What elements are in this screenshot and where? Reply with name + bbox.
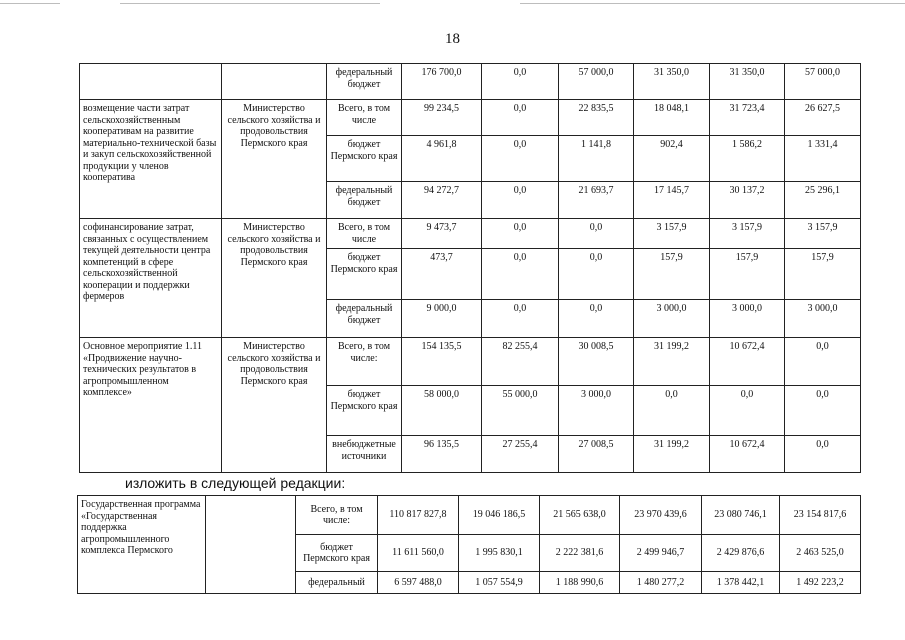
amount-cell: 3 157,9 <box>710 219 785 249</box>
amount-cell: 0,0 <box>482 182 559 219</box>
funding-source: Всего, в том числе <box>327 219 402 249</box>
activity-description: Государственная программа «Государственная поддержка агропромышленного комплекса Пермского <box>78 496 206 594</box>
table-row <box>80 338 861 386</box>
amount-cell: 31 350,0 <box>634 64 710 100</box>
amount-cell: 0,0 <box>482 249 559 300</box>
amount-cell: 3 000,0 <box>559 386 634 436</box>
amount-cell: 0,0 <box>482 64 559 100</box>
page-number: 18 <box>445 31 460 47</box>
amount-cell: 3 157,9 <box>634 219 710 249</box>
amount-cell: 0,0 <box>482 300 559 338</box>
amount-cell: 0,0 <box>559 300 634 338</box>
amount-cell: 96 135,5 <box>402 436 482 473</box>
amount-cell: 2 222 381,6 <box>540 535 620 572</box>
amount-cell: 0,0 <box>482 100 559 136</box>
table-row <box>80 64 861 100</box>
amount-cell: 31 350,0 <box>710 64 785 100</box>
responsible-organization: Министерство сельского хозяйства и продовольствия Пермского края <box>222 338 327 473</box>
amount-cell: 157,9 <box>634 249 710 300</box>
funding-source: бюджет Пермского края <box>327 136 402 182</box>
amount-cell: 473,7 <box>402 249 482 300</box>
amount-cell: 0,0 <box>710 386 785 436</box>
amount-cell: 3 000,0 <box>710 300 785 338</box>
amount-cell: 31 199,2 <box>634 338 710 386</box>
amount-cell: 0,0 <box>482 136 559 182</box>
amount-cell: 19 046 186,5 <box>459 496 540 535</box>
amount-cell: 21 693,7 <box>559 182 634 219</box>
amount-cell: 0,0 <box>559 219 634 249</box>
amount-cell: 2 429 876,6 <box>702 535 780 572</box>
table-row <box>80 100 861 136</box>
amount-cell: 1 057 554,9 <box>459 572 540 594</box>
funding-source: Всего, в том числе: <box>296 496 378 535</box>
amount-cell: 1 586,2 <box>710 136 785 182</box>
amount-cell: 30 008,5 <box>559 338 634 386</box>
funding-source: бюджет Пермского края <box>327 386 402 436</box>
amount-cell: 22 835,5 <box>559 100 634 136</box>
amount-cell: 26 627,5 <box>785 100 861 136</box>
amount-cell: 0,0 <box>785 338 861 386</box>
amount-cell: 3 157,9 <box>785 219 861 249</box>
financing-table-current <box>79 63 861 473</box>
amount-cell: 1 188 990,6 <box>540 572 620 594</box>
funding-source: бюджет Пермского края <box>327 249 402 300</box>
amount-cell: 58 000,0 <box>402 386 482 436</box>
amount-cell: 57 000,0 <box>559 64 634 100</box>
amount-cell: 902,4 <box>634 136 710 182</box>
scan-edge-line <box>120 3 380 4</box>
amount-cell: 10 672,4 <box>710 436 785 473</box>
amendment-instruction: изложить в следующей редакции: <box>125 475 346 491</box>
amount-cell: 1 995 830,1 <box>459 535 540 572</box>
amount-cell: 0,0 <box>785 386 861 436</box>
amount-cell: 110 817 827,8 <box>378 496 459 535</box>
amount-cell: 154 135,5 <box>402 338 482 386</box>
amount-cell: 0,0 <box>785 436 861 473</box>
amount-cell: 10 672,4 <box>710 338 785 386</box>
table-row <box>80 219 861 249</box>
amount-cell: 9 473,7 <box>402 219 482 249</box>
funding-source: Всего, в том числе: <box>327 338 402 386</box>
amount-cell: 25 296,1 <box>785 182 861 219</box>
amount-cell: 82 255,4 <box>482 338 559 386</box>
funding-source: федеральный бюджет <box>327 182 402 219</box>
amount-cell: 1 331,4 <box>785 136 861 182</box>
responsible-organization <box>206 496 296 594</box>
amount-cell: 1 480 277,2 <box>620 572 702 594</box>
amount-cell: 99 234,5 <box>402 100 482 136</box>
funding-source: Всего, в том числе <box>327 100 402 136</box>
funding-source: федеральный бюджет <box>327 64 402 100</box>
activity-description: софинансирование затрат, связанных с осуществлением текущей деятельности центра компетенций в сфере сельскохозяйственной кооперации и поддержки фермеров <box>80 219 222 338</box>
financing-table-new-edition <box>77 495 861 594</box>
amount-cell: 27 255,4 <box>482 436 559 473</box>
amount-cell: 2 463 525,0 <box>780 535 861 572</box>
amount-cell: 3 000,0 <box>634 300 710 338</box>
amount-cell: 1 141,8 <box>559 136 634 182</box>
amount-cell: 27 008,5 <box>559 436 634 473</box>
amount-cell: 0,0 <box>559 249 634 300</box>
amount-cell: 11 611 560,0 <box>378 535 459 572</box>
amount-cell: 1 492 223,2 <box>780 572 861 594</box>
amount-cell: 31 723,4 <box>710 100 785 136</box>
amount-cell: 18 048,1 <box>634 100 710 136</box>
amount-cell: 0,0 <box>482 219 559 249</box>
responsible-organization: Министерство сельского хозяйства и продовольствия Пермского края <box>222 219 327 338</box>
activity-description <box>80 64 222 100</box>
amount-cell: 31 199,2 <box>634 436 710 473</box>
amount-cell: 157,9 <box>710 249 785 300</box>
amount-cell: 9 000,0 <box>402 300 482 338</box>
table-row <box>78 496 861 535</box>
funding-source: бюджет Пермского края <box>296 535 378 572</box>
amount-cell: 94 272,7 <box>402 182 482 219</box>
amount-cell: 17 145,7 <box>634 182 710 219</box>
activity-description: возмещение части затрат сельскохозяйственным кооперативам на развитие материально-технической базы и закуп сельскохозяйственной продукции у членов кооператива <box>80 100 222 219</box>
amount-cell: 2 499 946,7 <box>620 535 702 572</box>
funding-source: федеральный бюджет <box>327 300 402 338</box>
amount-cell: 23 154 817,6 <box>780 496 861 535</box>
amount-cell: 4 961,8 <box>402 136 482 182</box>
amount-cell: 6 597 488,0 <box>378 572 459 594</box>
amount-cell: 23 080 746,1 <box>702 496 780 535</box>
scan-edge-line <box>0 3 60 4</box>
amount-cell: 30 137,2 <box>710 182 785 219</box>
amount-cell: 1 378 442,1 <box>702 572 780 594</box>
amount-cell: 3 000,0 <box>785 300 861 338</box>
amount-cell: 0,0 <box>634 386 710 436</box>
scan-edge-line <box>520 3 905 4</box>
amount-cell: 57 000,0 <box>785 64 861 100</box>
amount-cell: 23 970 439,6 <box>620 496 702 535</box>
funding-source: федеральный <box>296 572 378 594</box>
amount-cell: 55 000,0 <box>482 386 559 436</box>
amount-cell: 21 565 638,0 <box>540 496 620 535</box>
amount-cell: 176 700,0 <box>402 64 482 100</box>
responsible-organization: Министерство сельского хозяйства и продовольствия Пермского края <box>222 100 327 219</box>
funding-source: внебюджетные источники <box>327 436 402 473</box>
activity-description: Основное мероприятие 1.11 «Продвижение научно-технических результатов в агропромышленном комплексе» <box>80 338 222 473</box>
responsible-organization <box>222 64 327 100</box>
amount-cell: 157,9 <box>785 249 861 300</box>
